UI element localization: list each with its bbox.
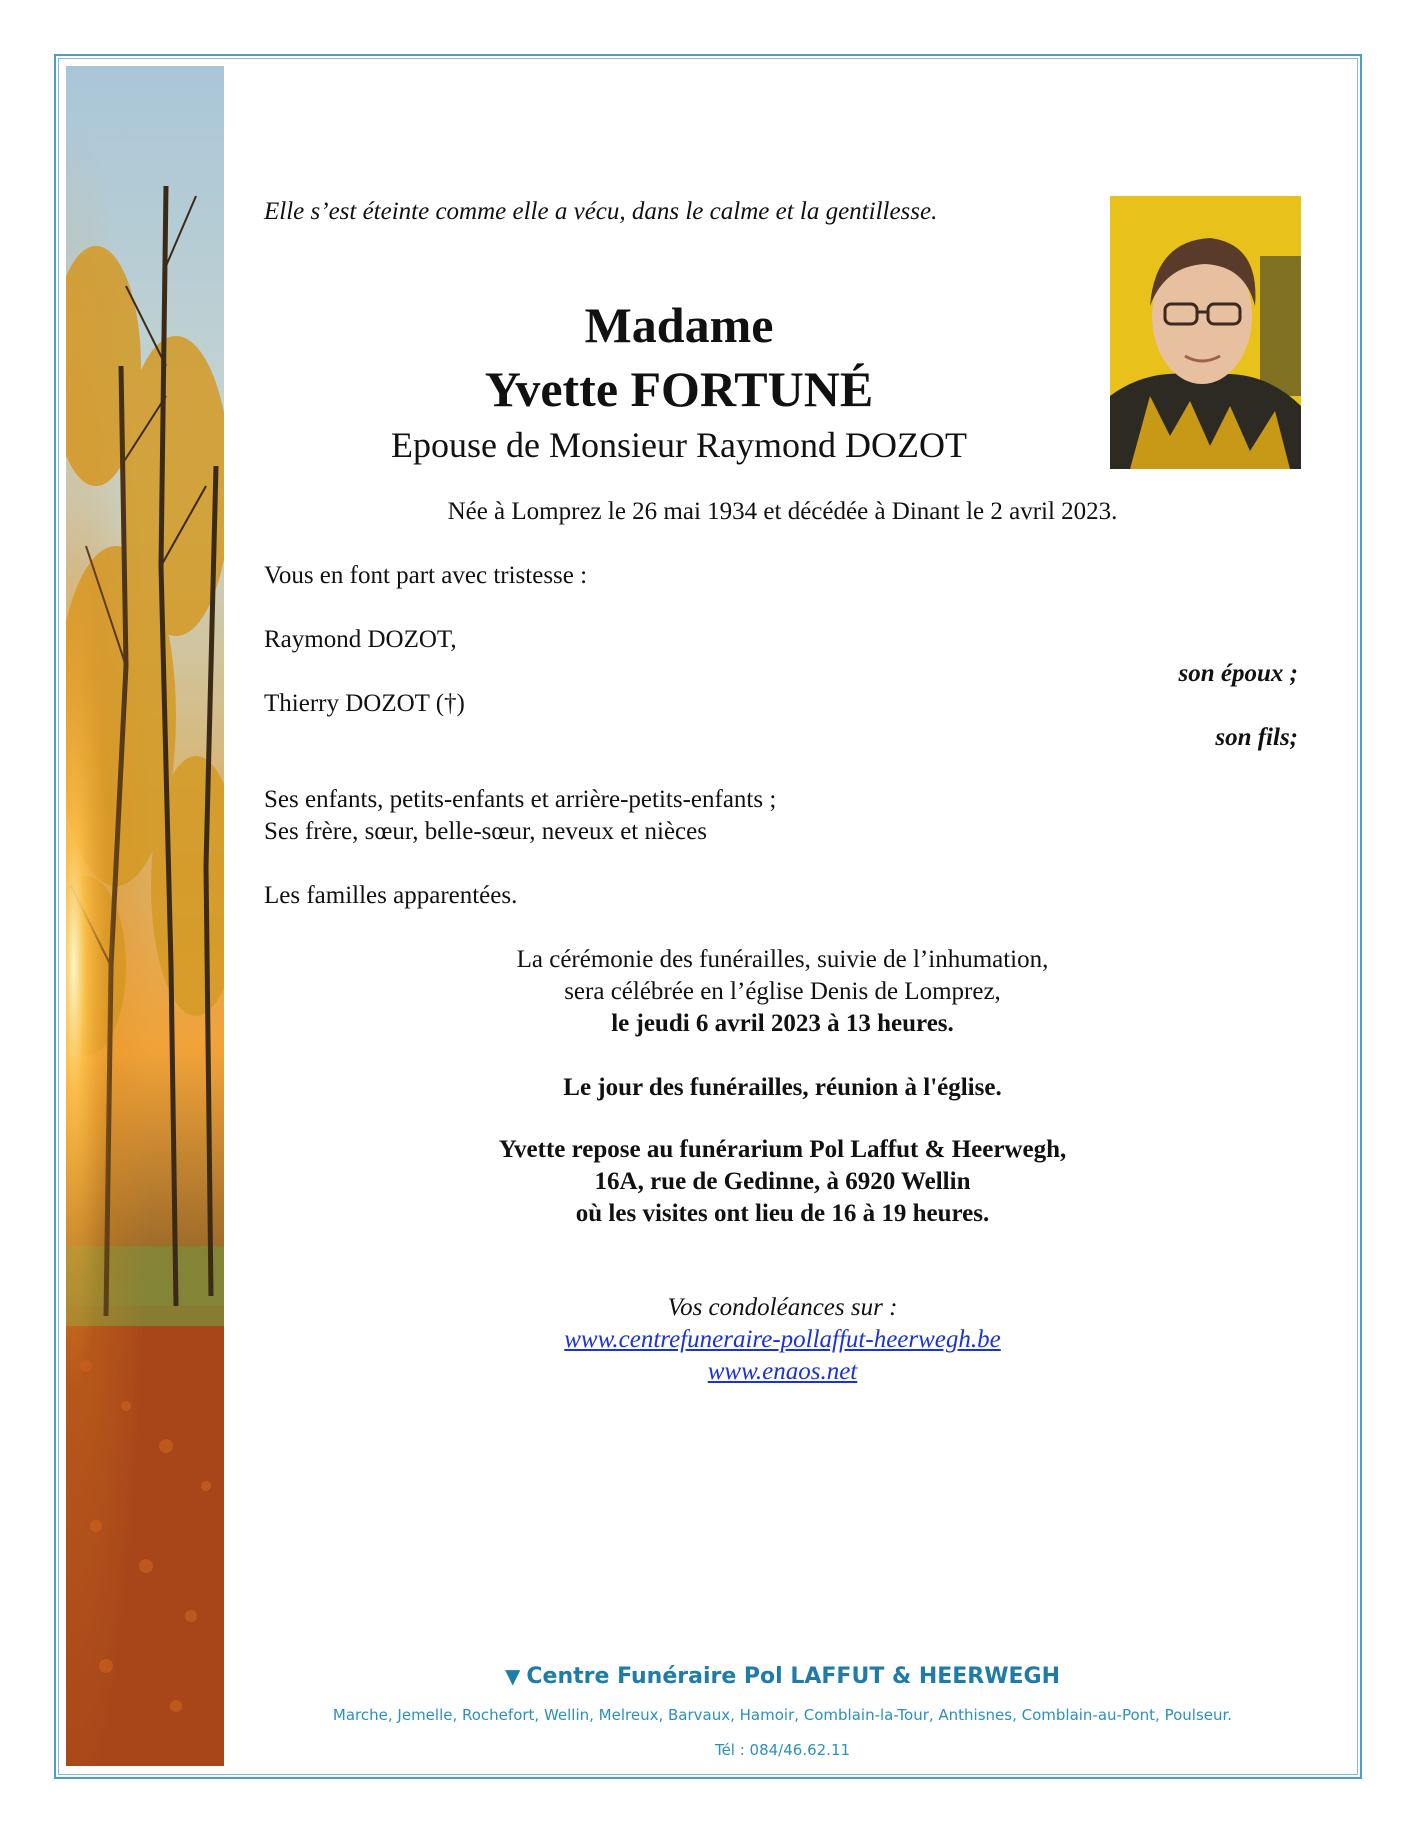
ceremony-date: le jeudi 6 avril 2023 à 13 heures. — [611, 1010, 954, 1037]
family-member-name: Thierry DOZOT (†) — [264, 690, 465, 717]
footer-tel: Tél : 084/46.62.11 — [714, 1741, 851, 1759]
meeting-note: Le jour des funérailles, réunion à l'église. — [563, 1074, 1002, 1101]
rest-line: 16A, rue de Gedinne, à 6920 Wellin — [594, 1168, 971, 1195]
triangle-down-icon: ▼ — [505, 1664, 521, 1688]
portrait-photo — [1110, 196, 1301, 469]
rest-block — [264, 1134, 1301, 1230]
family-member-role: son fils; — [1215, 724, 1298, 751]
deceased-name: Yvette FORTUNÉ — [484, 361, 874, 417]
relatives-line: Ses enfants, petits-enfants et arrière-petits-enfants ; — [264, 786, 777, 813]
rest-line: où les visites ont lieu de 16 à 19 heures. — [575, 1200, 990, 1227]
families-line: Les familles apparentées. — [264, 882, 518, 909]
family-member-name: Raymond DOZOT, — [264, 626, 457, 653]
footer-company — [264, 1664, 1301, 1689]
ceremony-line: La cérémonie des funérailles, suivie de l’inhumation, — [516, 946, 1049, 973]
condolences-label: Vos condoléances sur : — [667, 1294, 898, 1321]
condolences-link[interactable]: www.enaos.net — [707, 1358, 858, 1385]
deceased-title: Madame — [584, 297, 774, 353]
footer-places: Marche, Jemelle, Rochefort, Wellin, Melreux, Barvaux, Hamoir, Comblain-la-Tour, Anthisnes, Comblain-au-Pont, Poulseur. — [332, 1706, 1233, 1724]
condolences-block — [264, 1292, 1301, 1388]
rest-line: Yvette repose au funérarium Pol Laffut & Heerwegh, — [498, 1136, 1067, 1163]
epigraph: Elle s’est éteinte comme elle a vécu, dans le calme et la gentillesse. — [264, 198, 938, 225]
footer-company-name: Centre Funéraire Pol LAFFUT & HEERWEGH — [526, 1664, 1060, 1689]
condolences-link[interactable]: www.centrefuneraire-pollaffut-heerwegh.be — [564, 1326, 1001, 1353]
birth-death-line: Née à Lomprez le 26 mai 1934 et décédée à Dinant le 2 avril 2023. — [447, 498, 1118, 525]
spouse-line: Epouse de Monsieur Raymond DOZOT — [391, 425, 967, 465]
announce-intro: Vous en font part avec tristesse : — [264, 562, 588, 589]
relatives-line: Ses frère, sœur, belle-sœur, neveux et nièces — [264, 818, 707, 845]
autumn-forest-image — [66, 66, 224, 1766]
family-member-role: son époux ; — [1178, 660, 1298, 687]
ceremony-line: sera célébrée en l’église Denis de Lomprez, — [564, 978, 1001, 1005]
ceremony-block — [264, 944, 1301, 1040]
